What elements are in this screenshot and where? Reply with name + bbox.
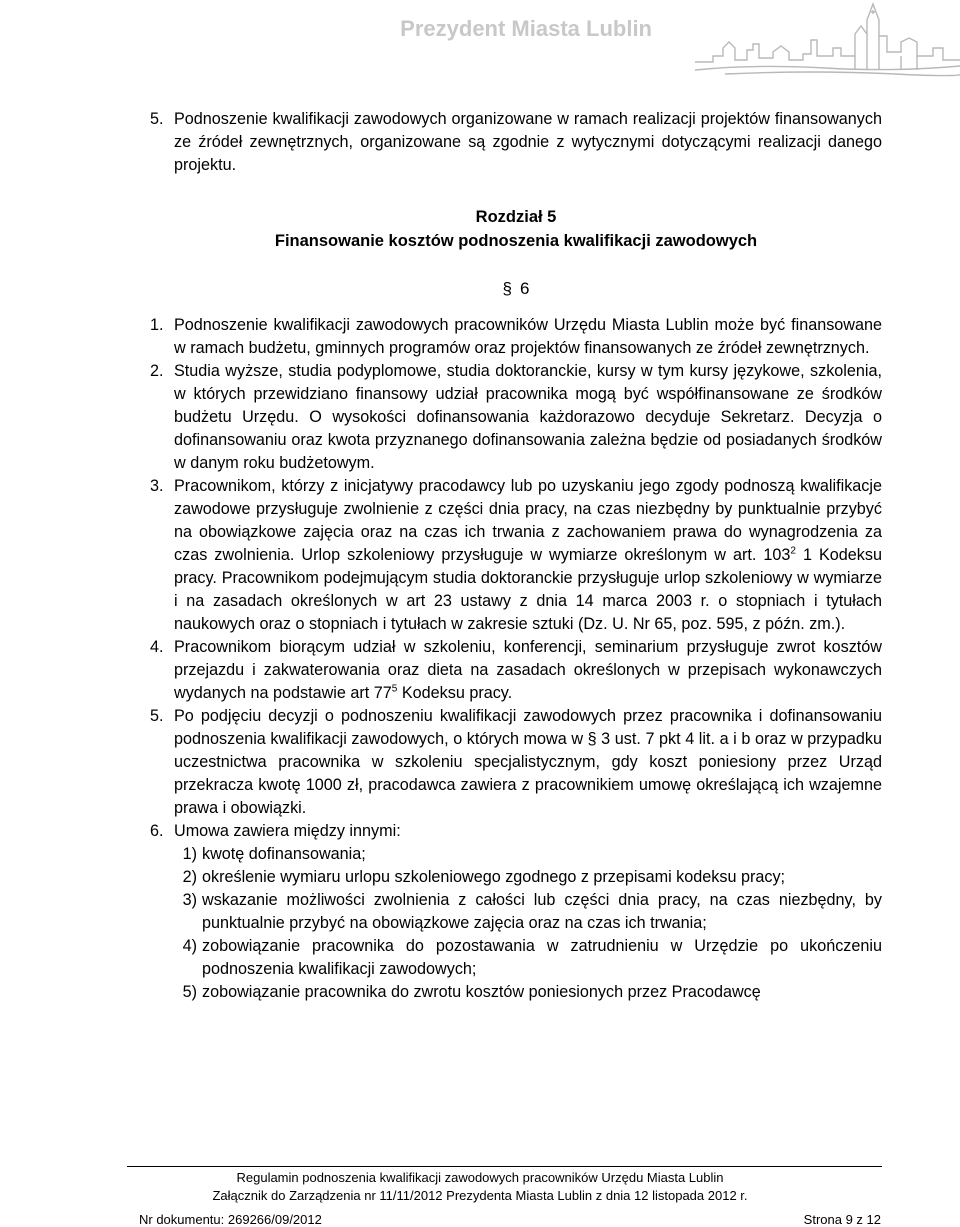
item-text xyxy=(174,636,882,705)
sub-item-text: określenie wymiaru urlopu szkoleniowego zgodnego z przepisami kodeksu pracy; xyxy=(202,868,786,886)
document-body xyxy=(150,108,882,1004)
superscript: 2 xyxy=(790,545,796,557)
sub-item-number: 4) xyxy=(182,937,197,955)
item-number: 5. xyxy=(150,707,164,725)
paragraph-sign-icon: § xyxy=(502,279,512,298)
item-number: 4. xyxy=(150,638,164,656)
item-text-part: Pracownikom biorącym udział w szkoleniu, konferencji, seminarium przysługuje zwrot kosztów przejazdu i zakwaterowania oraz dieta na zasadach określonych w przepisach wykonawczych wydanych na podstawie art 77 xyxy=(174,638,882,702)
sub-item-number: 5) xyxy=(182,983,197,1001)
list-item xyxy=(150,636,882,705)
sub-item-number: 1) xyxy=(182,845,197,863)
sub-list-item xyxy=(150,843,882,866)
item-number: 5. xyxy=(150,110,164,128)
item-text-part: Pracownikom, którzy z inicjatywy pracodawcy lub po uzyskaniu jego zgody podnoszą kwalifikacje zawodowe przysługuje zwolnienie z części dnia pracy, na czas niezbędny by punktualnie przybyć na obowiązkowe zajęcia oraz na czas ich trwania z zachowaniem prawa do wynagrodzenia za czas zwolnienia. Urlop szkoleniowy przysługuje w wymiarze określonym w art. 103 xyxy=(174,477,882,564)
item-text: Podnoszenie kwalifikacji zawodowych organizowane w ramach realizacji projektów finansowanych ze źródeł zewnętrznych, organizowane są zgodnie z wytycznymi dotyczącymi realizacji danego projektu. xyxy=(174,110,882,174)
item-text-part: Kodeksu pracy. xyxy=(397,684,513,702)
item-text: Umowa zawiera między innymi: xyxy=(174,822,401,840)
item-number: 6. xyxy=(150,822,164,840)
chapter-heading xyxy=(150,205,882,253)
paragraph-number: 6 xyxy=(520,279,530,298)
item-text: Po podjęciu decyzji o podnoszeniu kwalifikacji zawodowych przez pracownika i dofinansowaniu podnoszenia kwalifikacji zawodowych, o których mowa w § 3 ust. 7 pkt 4 lit. a i b oraz w przypadku uczestnictwa pracownika w szkoleniu specjalistycznym, gdy koszt poniesiony przez Urząd przekracza kwotę 1000 zł, pracodawca zawiera z pracownikiem umowę określającą ich wzajemne prawa i obowiązki. xyxy=(174,707,882,817)
superscript: 5 xyxy=(391,683,398,695)
sub-list-item xyxy=(150,889,882,935)
list-item xyxy=(150,475,882,636)
item-text-part: 1 Kodeksu pracy. Pracownikom podejmującym studia doktoranckie przysługuje urlop szkoleniowy w wymiarze i na zasadach określonych w art 23 ustawy z dnia 14 marca 2003 r. o stopniach i tytułach naukowych oraz o stopniach i tytułach w zakresie sztuki (Dz. U. Nr 65, poz. 595, z późn. zm.). xyxy=(174,546,882,633)
footer-attachment-note: Załącznik do Zarządzenia nr 11/11/2012 Prezydenta Miasta Lublin z dnia 12 listopada 2012 r. xyxy=(212,1188,748,1203)
item-number: 3. xyxy=(150,477,164,495)
item-number: 2. xyxy=(150,362,164,380)
document-number: Nr dokumentu: 269266/09/2012 xyxy=(139,1212,322,1227)
footer-divider xyxy=(127,1166,882,1167)
header-title: Prezydent Miasta Lublin xyxy=(400,16,652,41)
city-skyline-logo xyxy=(695,0,960,90)
sub-list-item xyxy=(150,981,882,1004)
item-text: Studia wyższe, studia podyplomowe, studia doktoranckie, kursy w tym kursy językowe, szkolenia, w których przewidziano finansowy udział pracownika mogą być współfinansowane ze środków budżetu Urzędu. O wysokości dofinansowania każdorazowo decyduje Sekretarz. Decyzja o dofinansowaniu oraz kwota przyznanego dofinansowania zależna będzie od posiadanych środków w danym roku budżetowym. xyxy=(174,362,882,472)
list-item xyxy=(150,360,882,475)
item-text: Podnoszenie kwalifikacji zawodowych pracowników Urzędu Miasta Lublin może być finansowane w ramach budżetu, gminnych programów oraz projektów finansowanych ze źródeł zewnętrznych. xyxy=(174,316,882,357)
chapter-number: Rozdział 5 xyxy=(475,208,557,226)
sub-item-number: 3) xyxy=(182,891,197,909)
page-number: Strona 9 z 12 xyxy=(803,1212,881,1227)
list-item xyxy=(150,314,882,360)
footer-regulation-title: Regulamin podnoszenia kwalifikacji zawodowych pracowników Urzędu Miasta Lublin xyxy=(236,1170,724,1185)
paragraph-heading xyxy=(150,277,882,300)
intro-item xyxy=(150,108,882,177)
item-number: 1. xyxy=(150,316,164,334)
sub-list-item xyxy=(150,935,882,981)
sub-item-text: zobowiązanie pracownika do zwrotu kosztów poniesionych przez Pracodawcę xyxy=(202,983,761,1001)
sub-item-text: zobowiązanie pracownika do pozostawania w zatrudnieniu w Urzędzie po ukończeniu podnoszenia kwalifikacji zawodowych; xyxy=(202,937,882,978)
sub-item-text: wskazanie możliwości zwolnienia z całości lub części dnia pracy, na czas niezbędny, by punktualnie przybyć na obowiązkowe zajęcia oraz na czas ich trwania; xyxy=(202,891,882,932)
item-text xyxy=(174,475,882,636)
sub-item-number: 2) xyxy=(182,868,197,886)
sub-item-text: kwotę dofinansowania; xyxy=(202,845,366,863)
list-item xyxy=(150,820,882,843)
sub-list-item xyxy=(150,866,882,889)
chapter-title: Finansowanie kosztów podnoszenia kwalifikacji zawodowych xyxy=(274,232,758,250)
list-item xyxy=(150,705,882,820)
